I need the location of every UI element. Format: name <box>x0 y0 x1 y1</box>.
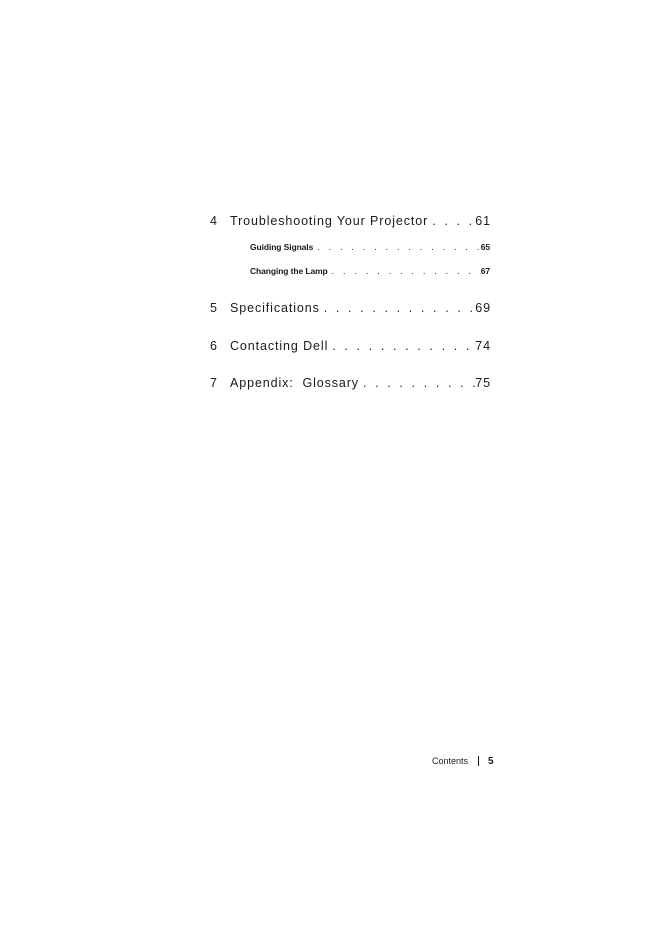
dot-leader <box>328 264 481 278</box>
page-number: 61 <box>475 214 491 228</box>
section-title: Guiding Signals <box>250 242 314 252</box>
page-number: 74 <box>475 339 491 353</box>
footer-page-number: 5 <box>488 755 494 767</box>
chapter-title: Specifications <box>230 301 320 315</box>
chapter-title: Appendix: Glossary <box>230 376 359 390</box>
chapter-number: 4 <box>210 214 218 228</box>
section-title: Changing the Lamp <box>250 266 328 276</box>
toc-entry-guiding-signals[interactable] <box>250 240 491 254</box>
footer-section-label: Contents <box>432 756 469 766</box>
chapter-number: 5 <box>210 301 218 315</box>
chapter-title: Contacting Dell <box>230 339 329 353</box>
page-number: 75 <box>475 376 491 390</box>
toc-entry-chapter-4[interactable] <box>210 212 491 230</box>
dot-leader <box>313 240 481 254</box>
page-footer <box>432 754 496 768</box>
page-number: 69 <box>475 301 491 315</box>
table-of-contents <box>210 212 491 392</box>
dot-leader <box>328 337 475 355</box>
footer-divider <box>478 756 479 766</box>
toc-entry-chapter-6[interactable] <box>210 337 491 355</box>
dot-leader <box>359 374 475 392</box>
dot-leader <box>320 299 476 317</box>
dot-leader <box>428 212 475 230</box>
chapter-number: 7 <box>210 376 218 390</box>
toc-entry-chapter-5[interactable] <box>210 299 491 317</box>
toc-entry-changing-the-lamp[interactable] <box>250 264 491 278</box>
toc-entry-chapter-7[interactable] <box>210 374 491 392</box>
page-number: 65 <box>480 242 490 252</box>
chapter-number: 6 <box>210 339 218 353</box>
page-number: 67 <box>480 266 490 276</box>
chapter-title: Troubleshooting Your Projector <box>230 214 429 228</box>
